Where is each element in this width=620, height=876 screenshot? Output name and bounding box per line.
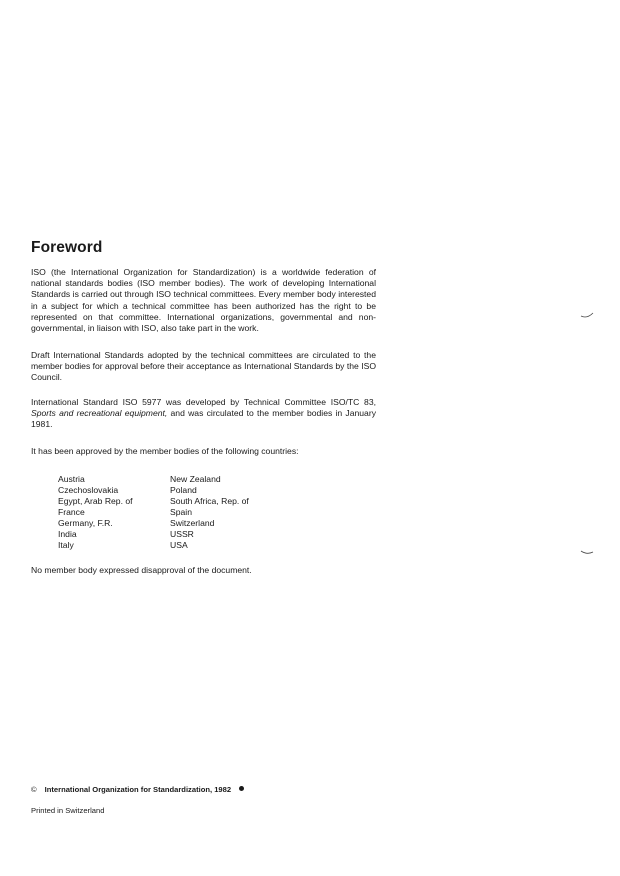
foreword-paragraph-standard: [31, 397, 376, 431]
foreword-paragraph-iso: ISO (the International Organization for Standardization) is a worldwide federation of national standards bodies (ISO member bodies). The work of developing International Standards is carried out through ISO technical committees. Every member body interested in a subject for which a technical committee has been authorized has the right to be represented on that committee. International organizations, governmental and non-governmental, in liaison with ISO, also take part in the work.: [31, 267, 376, 334]
country-item: Austria: [58, 474, 85, 484]
scan-artifact-mark: [580, 548, 594, 556]
country-item: Czechoslovakia: [58, 485, 119, 495]
country-item: Italy: [58, 540, 74, 550]
copyright-text: International Organization for Standardization, 1982: [44, 785, 232, 794]
copyright-icon: ©: [31, 785, 37, 794]
country-item: France: [58, 507, 85, 517]
country-item: New Zealand: [170, 474, 221, 484]
bullet-icon: [239, 786, 244, 791]
standard-text-start: International Standard ISO 5977 was developed by Technical Committee ISO/TC 83,: [31, 397, 376, 407]
disapproval-note: No member body expressed disapproval of the document.: [31, 565, 252, 575]
country-item: Egypt, Arab Rep. of: [58, 496, 133, 506]
country-item: Poland: [170, 485, 197, 495]
country-list-right: [170, 474, 290, 551]
country-item: Germany, F.R.: [58, 518, 113, 528]
approval-intro: It has been approved by the member bodies of the following countries:: [31, 446, 299, 456]
standard-text-end: and was circulated to the member bodies in January 1981.: [31, 408, 376, 430]
country-item: USA: [170, 540, 188, 550]
scan-artifact-mark: [580, 311, 594, 319]
country-item: USSR: [170, 529, 194, 539]
foreword-heading: Foreword: [31, 239, 103, 256]
foreword-paragraph-drafts: Draft International Standards adopted by the technical committees are circulated to the member bodies for approval before their acceptance as International Standards by the ISO Council.: [31, 350, 376, 383]
country-item: Spain: [170, 507, 192, 517]
country-item: South Africa, Rep. of: [170, 496, 249, 506]
country-list-left: [58, 474, 163, 551]
committee-title: Sports and recreational equipment,: [31, 408, 168, 419]
country-item: Switzerland: [170, 518, 215, 528]
copyright-line: [31, 785, 244, 794]
printed-in-note: Printed in Switzerland: [31, 806, 105, 815]
country-item: India: [58, 529, 77, 539]
